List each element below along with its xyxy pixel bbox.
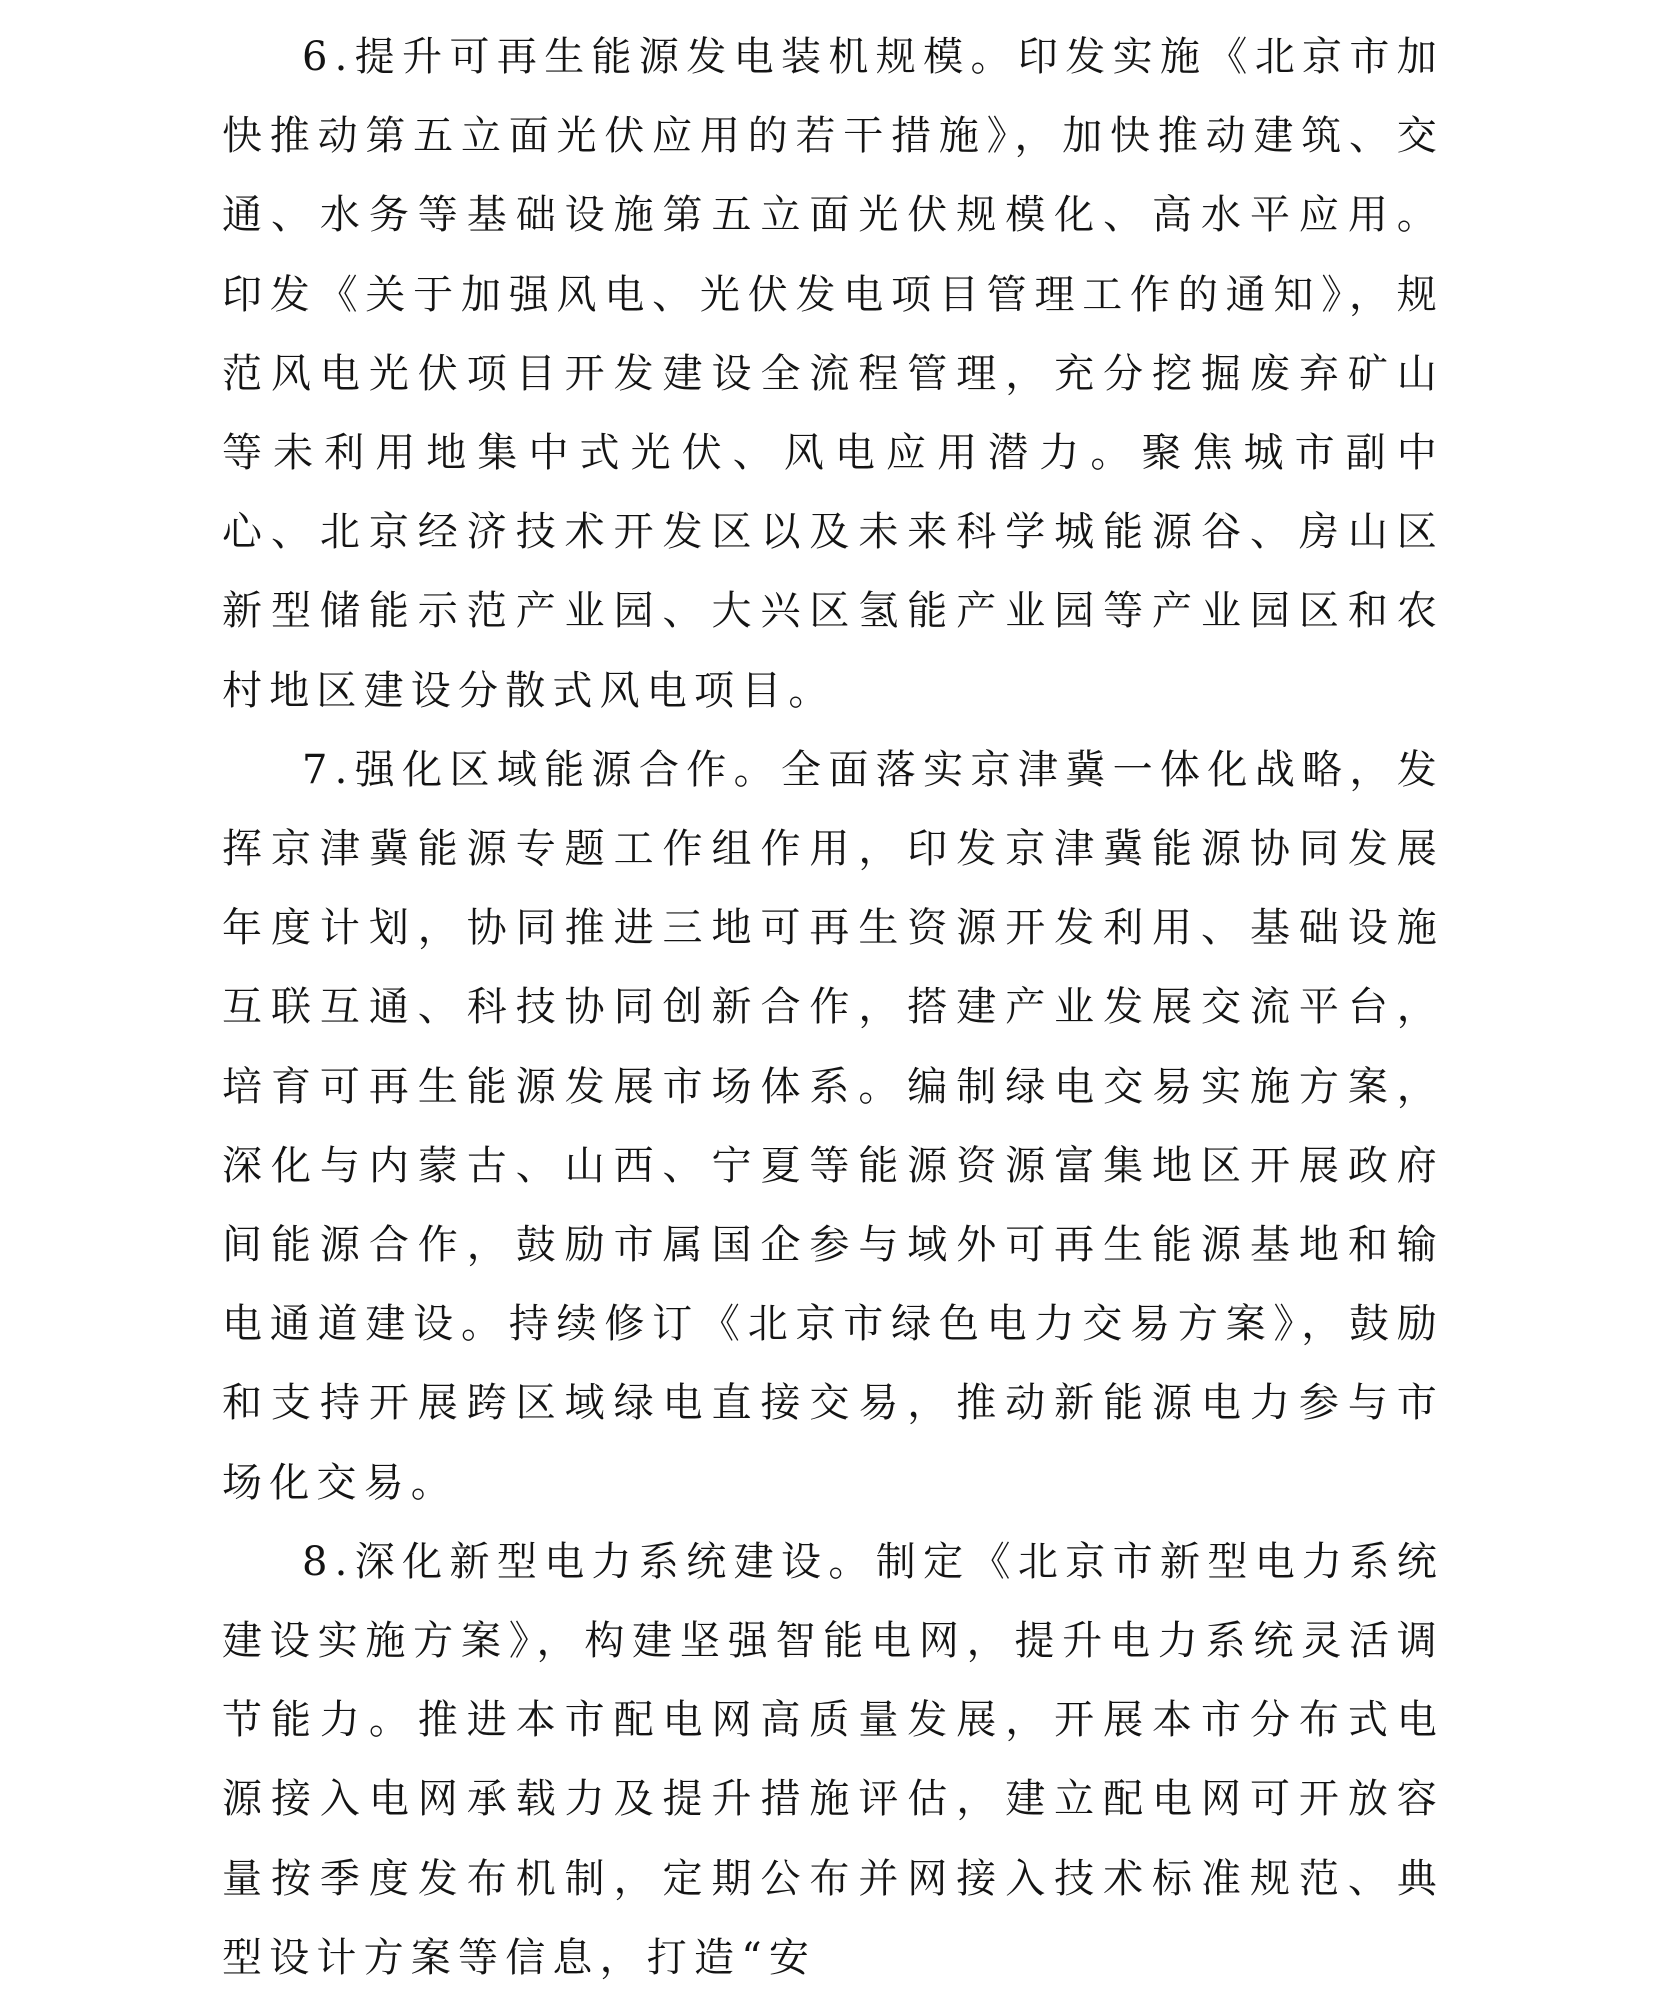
paragraph-item-7: 7.强化区域能源合作。全面落实京津冀一体化战略，发挥京津冀能源专题工作组作用，印发京津冀能源协同发展年度计划，协同推进三地可再生资源开发利用、基础设施互联互通、科技协同创新合作，搭建产业发展交流平台，培育可再生能源发展市场体系。编制绿电交易实施方案，深化与内蒙古、山西、宁夏等能源资源富集地区开展政府间能源合作，鼓励市属国企参与域外可再生能源基地和输电通道建设。持续修订《北京市绿色电力交易方案》，鼓励和支持开展跨区域绿电直接交易，推动新能源电力参与市场化交易。 [222, 746, 1444, 1506]
paragraph-item-6: 6.提升可再生能源发电装机规模。印发实施《北京市加快推动第五立面光伏应用的若干措施》，加快推动建筑、交通、水务等基础设施第五立面光伏规模化、高水平应用。印发《关于加强风电、光伏发电项目管理工作的通知》，规范风电光伏项目开发建设全流程管理，充分挖掘废弃矿山等未利用地集中式光伏、风电应用潜力。聚焦城市副中心、北京经济技术开发区以及未来科学城能源谷、房山区新型储能示范产业园、大兴区氢能产业园等产业园区和农村地区建设分散式风电项目。 [222, 34, 1444, 714]
paragraph-item-8: 8.深化新型电力系统建设。制定《北京市新型电力系统建设实施方案》，构建坚强智能电网，提升电力系统灵活调节能力。推进本市配电网高质量发展，开展本市分布式电源接入电网承载力及提升措施评估，建立配电网可开放容量按季度发布机制，定期公布并网接入技术标准规范、典型设计方案等信息，打造“安 [222, 1538, 1444, 1981]
document-body [222, 18, 1444, 1981]
